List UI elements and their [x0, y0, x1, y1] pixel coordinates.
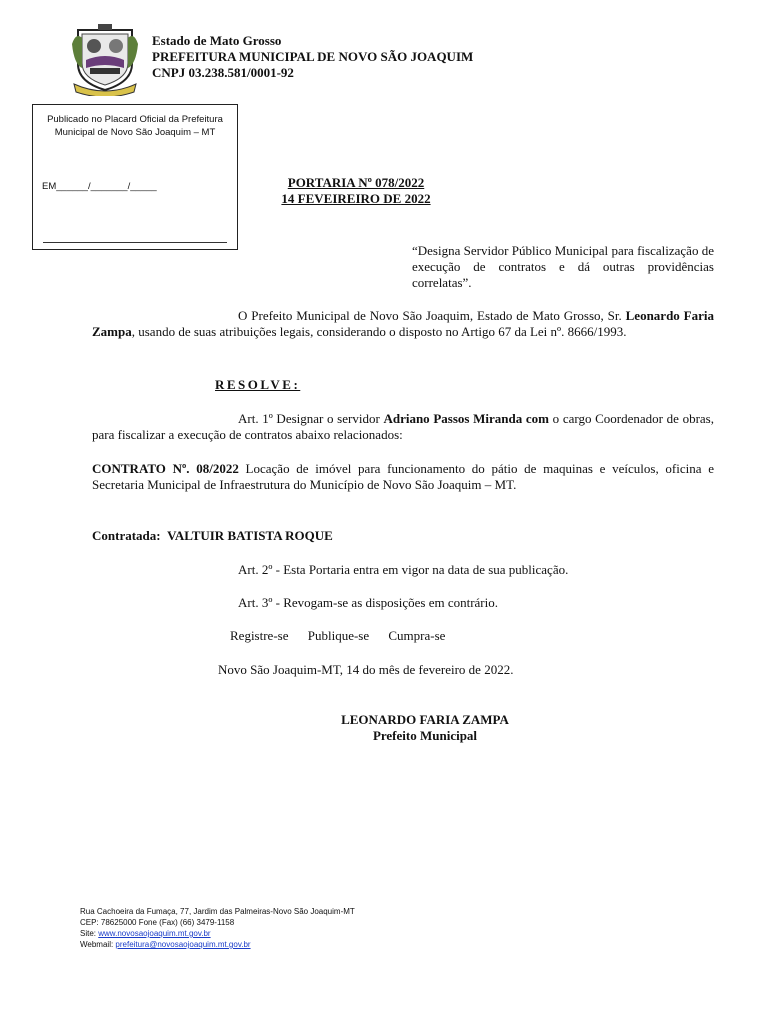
- municipal-crest-icon: [70, 24, 140, 96]
- closing-comply: Cumpra-se: [388, 628, 446, 643]
- article-1: [92, 411, 714, 443]
- cnpj: CNPJ 03.238.581/0001-92: [152, 65, 294, 80]
- footer-address: Rua Cachoeira da Fumaça, 77, Jardim das Palmeiras-Novo São Joaquim-MT: [80, 907, 355, 916]
- closing-formula: [230, 628, 461, 644]
- publication-stamp: [32, 104, 238, 250]
- contracted-label: Contratada:: [92, 528, 161, 543]
- preamble-text: O Prefeito Municipal de Novo São Joaquim, Estado de Mato Grosso, Sr.: [238, 308, 626, 323]
- contracted-name: VALTUIR BATISTA ROQUE: [167, 528, 333, 543]
- preamble: [92, 308, 714, 340]
- signatory-role: Prefeito Municipal: [372, 728, 478, 743]
- article-1-text: Art. 1º Designar o servidor: [238, 411, 384, 426]
- closing-register: Registre-se: [230, 628, 289, 643]
- resolve-heading: RESOLVE:: [215, 377, 301, 392]
- ordinance-number: PORTARIA Nº 078/2022: [287, 175, 425, 190]
- article-1-text-end: o cargo Coordenador de obras, para fiscalizar a execução de contratos abaixo relacionados:: [92, 411, 714, 442]
- signatory-name: LEONARDO FARIA ZAMPA: [341, 712, 509, 727]
- letterhead: [152, 33, 473, 81]
- signature-block: [280, 712, 570, 744]
- ordinance-date: 14 FEVEIREIRO DE 2022: [281, 191, 431, 206]
- article-2: Art. 2º - Esta Portaria entra em vigor na data de sua publicação.: [238, 562, 569, 577]
- footer-site-label: Site:: [80, 929, 99, 938]
- stamp-title: Publicado no Placard Oficial da Prefeitura Municipal de Novo São Joaquim – MT: [47, 114, 223, 138]
- website-link[interactable]: www.novosaojoaquim.mt.gov.br: [98, 929, 211, 938]
- mayor-name-inline: Leonardo Faria Zampa: [92, 308, 714, 339]
- closing-publish: Publique-se: [307, 628, 370, 643]
- ordinance-heading: [256, 175, 456, 207]
- stamp-date-line: EM______/_______/_____: [42, 181, 157, 192]
- contracted-party: [92, 528, 714, 544]
- stamp-signature-line: [43, 242, 227, 243]
- footer-webmail: [80, 939, 355, 950]
- footer-site: [80, 928, 355, 939]
- contract-paragraph: [92, 461, 714, 493]
- footer-contact: CEP: 78625000 Fone (Fax) (66) 3479-1158: [80, 918, 235, 927]
- contract-text: Locação de imóvel para funcionamento do pátio de maquinas e veículos, oficina e Secretaria Municipal de Infraestrutura do Município de Novo São Joaquim – MT.: [92, 461, 714, 492]
- contract-label: CONTRATO Nº. 08/2022: [92, 461, 239, 476]
- webmail-link[interactable]: prefeitura@novosaojoaquim.mt.gov.br: [115, 940, 251, 949]
- ordinance-summary: “Designa Servidor Público Municipal para fiscalização de execução de contratos e dá outras providências correlatas”.: [412, 243, 714, 290]
- footer-webmail-label: Webmail:: [80, 940, 116, 949]
- footer: [80, 906, 355, 950]
- state-name: Estado de Mato Grosso: [152, 33, 282, 48]
- article-3: Art. 3º - Revogam-se as disposições em contrário.: [238, 595, 498, 610]
- designated-servant: Adriano Passos Miranda com: [383, 411, 549, 426]
- preamble-text-end: , usando de suas atribuições legais, considerando o disposto no Artigo 67 da Lei nº. 8666/1993.: [131, 324, 627, 339]
- municipality-name: PREFEITURA MUNICIPAL DE NOVO SÃO JOAQUIM: [152, 49, 474, 64]
- place-and-date: Novo São Joaquim-MT, 14 do mês de fevereiro de 2022.: [218, 662, 514, 677]
